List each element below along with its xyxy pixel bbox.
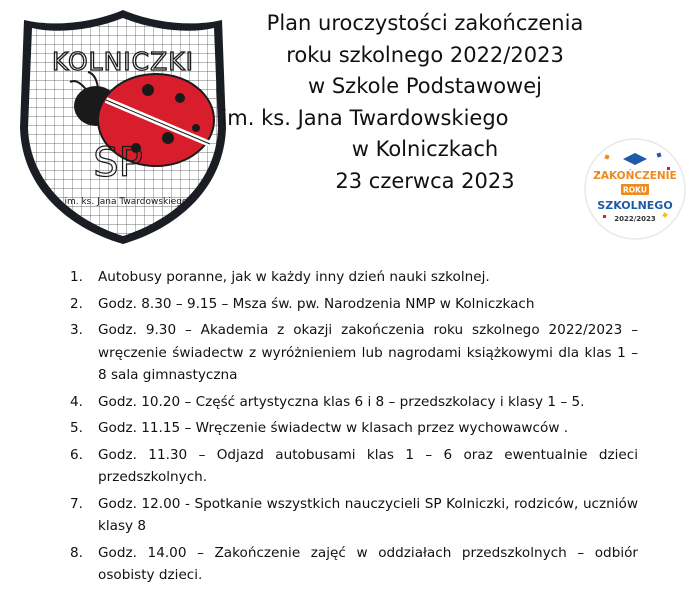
title-line: Plan uroczystości zakończenia (266, 11, 584, 35)
list-item-text: Autobusy poranne, jak w każdy inny dzień nauki szkolnej. (98, 269, 490, 285)
list-item-number: 5. (70, 420, 83, 436)
list-item-text: Godz. 11.30 – Odjazd autobusami klas 1 – 6 oraz ewentualnie dzieci przedszkolnych. (98, 446, 638, 485)
list-item-number: 6. (70, 446, 83, 463)
list-item-number: 8. (70, 544, 83, 561)
list-item (70, 319, 638, 387)
list-item-text: Godz. 8.30 – 9.15 – Msza św. pw. Narodzenia NMP w Kolniczkach (98, 295, 535, 312)
list-item (70, 391, 638, 414)
list-item (70, 493, 638, 538)
list-item-text: Godz. 11.15 – Wręczenie świadectw w klasach przez wychowawców . (98, 420, 569, 436)
title-line: w Szkole Podstawowej (308, 74, 542, 98)
list-item-number: 1. (70, 269, 83, 285)
crest-monogram: SP (93, 140, 143, 186)
list-item-number: 7. (70, 495, 83, 512)
list-item-text: Godz. 12.00 - Spotkanie wszystkich nauczycieli SP Kolniczki, rodziców, uczniów klasy 8 (98, 495, 638, 534)
list-item (70, 542, 638, 587)
title-line: w Kolniczkach (351, 137, 499, 161)
list-item-number: 4. (70, 393, 83, 410)
list-item (70, 293, 638, 316)
badge-line4: 2022/2023 (614, 215, 656, 223)
list-item (70, 444, 638, 489)
title-line: roku szkolnego 2022/2023 (286, 42, 564, 67)
title-line: 23 czerwca 2023 (335, 168, 515, 193)
crest-school-name: KOLNICZKI (51, 47, 195, 76)
list-item-text: Godz. 14.00 – Zakończenie zajęć w oddziałach przedszkolnych – odbiór osobisty dzieci. (98, 544, 638, 583)
title-line: im. ks. Jana Twardowskiego (221, 105, 509, 130)
list-item-number: 2. (70, 295, 83, 312)
badge-line2: ROKU (623, 185, 647, 195)
badge-line3: SZKOLNEGO (597, 199, 673, 212)
end-of-year-badge (583, 137, 687, 241)
ceremony-agenda-list (70, 266, 638, 591)
badge-line1: ZAKOŃCZENIE (593, 170, 677, 182)
list-item-text: Godz. 10.20 – Część artystyczna klas 6 i 8 – przedszkolacy i klasy 1 – 5. (98, 393, 585, 410)
crest-patron-caption: im. ks. Jana Twardowskiego (64, 197, 188, 207)
list-item (70, 417, 638, 440)
list-item-text: Godz. 9.30 – Akademia z okazji zakończenia roku szkolnego 2022/2023 – wręczenie świadectw z wyróżnieniem lub nagrodami książkowymi dla klas 1 – 8 sala gimnastyczna (98, 322, 638, 383)
list-item (70, 266, 638, 289)
list-item-number: 3. (70, 322, 83, 338)
